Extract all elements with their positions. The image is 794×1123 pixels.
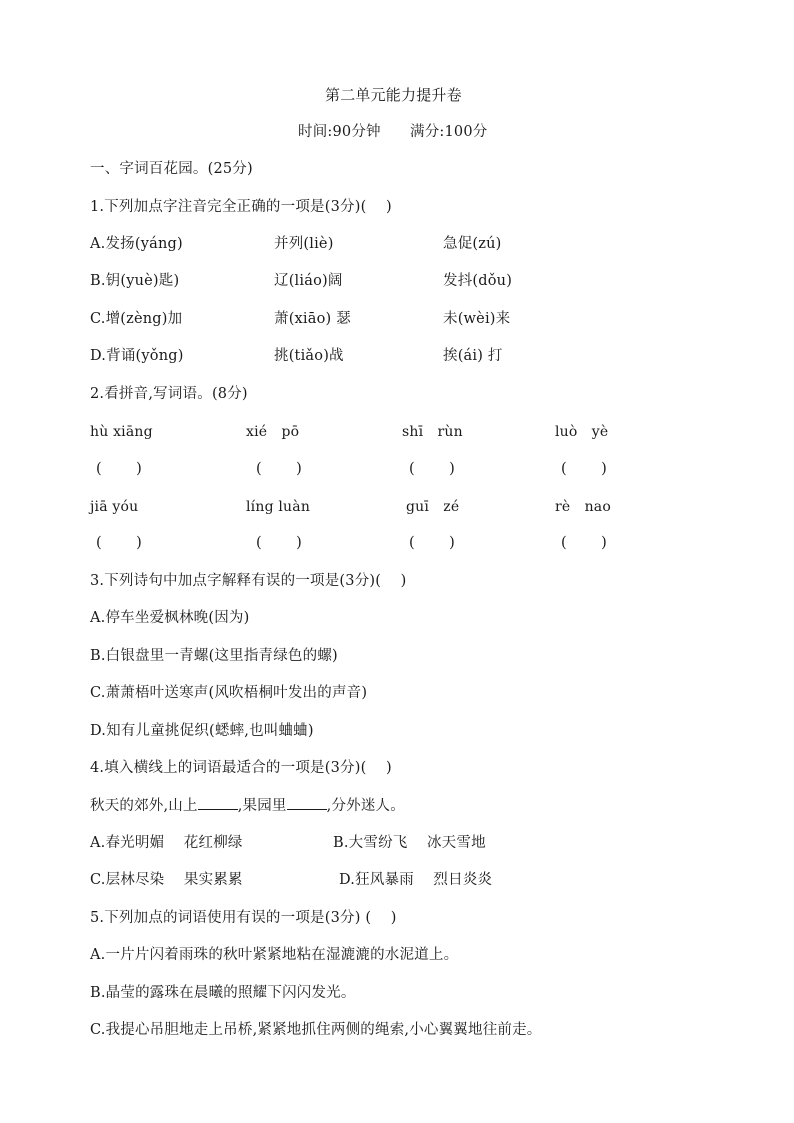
q5-option-b: B.晶莹的露珠在晨曦的照耀下闪闪发光。 (90, 985, 356, 1001)
q1-option-b-1: B.钥(yuè)匙) (90, 273, 180, 289)
question-1-stem: 1.下列加点字注音完全正确的一项是(3分)( ) (90, 199, 392, 215)
q1-option-d-2: 挑(tiǎo)战 (274, 348, 344, 364)
answer-bracket-5[interactable]: ( ) (96, 535, 142, 551)
q3-option-a: A.停车坐爱枫林晚(因为) (90, 610, 250, 626)
q4-sentence-part-1: 秋天的郊外,山上 (90, 798, 198, 814)
section-heading: 一、字词百花园。(25分) (90, 161, 253, 177)
q3-option-d: D.知有儿童挑促织(蟋蟀,也叫蛐蛐) (90, 723, 314, 739)
page-title: 第二单元能力提升卷 (325, 86, 462, 104)
pinyin-shi-run: shī rùn (402, 424, 463, 440)
exam-time: 时间:90分钟 (298, 124, 381, 140)
fill-blank-2[interactable] (287, 797, 327, 810)
q1-option-a-2: 并列(liè) (274, 236, 334, 252)
pinyin-luo-ye: luò yè (555, 424, 609, 440)
q4-sentence (90, 797, 405, 815)
pinyin-ling-luan: líng luàn (246, 499, 311, 515)
answer-bracket-2[interactable]: ( ) (256, 461, 302, 477)
q3-option-b: B.白银盘里一青螺(这里指青绿色的螺) (90, 648, 338, 664)
question-4-stem: 4.填入横线上的词语最适合的一项是(3分)( ) (90, 760, 392, 776)
pinyin-re-nao: rè nao (555, 499, 611, 515)
q1-option-d-1: D.背诵(yǒng) (90, 348, 184, 364)
answer-bracket-3[interactable]: ( ) (409, 461, 455, 477)
answer-bracket-4[interactable]: ( ) (561, 461, 607, 477)
pinyin-hu-xiang: hù xiāng (90, 424, 153, 440)
answer-bracket-6[interactable]: ( ) (256, 535, 302, 551)
answer-bracket-8[interactable]: ( ) (561, 535, 607, 551)
pinyin-jia-you: jiā yóu (90, 499, 139, 515)
q1-option-b-2: 辽(liáo)阔 (274, 273, 343, 289)
q1-option-c-2: 萧(xiāo) 瑟 (274, 311, 351, 327)
answer-bracket-1[interactable]: ( ) (96, 461, 142, 477)
q4-option-d: D.狂风暴雨 烈日炎炎 (339, 872, 493, 888)
q4-option-a: A.春光明媚 花红柳绿 (90, 835, 243, 851)
q1-option-b-3: 发抖(dǒu) (443, 273, 513, 289)
pinyin-xie-po: xié pō (246, 424, 300, 440)
fill-blank-1[interactable] (198, 797, 238, 810)
q3-option-c: C.萧萧梧叶送寒声(风吹梧桐叶发出的声音) (90, 685, 368, 701)
q1-option-a-1: A.发扬(yáng) (90, 236, 183, 252)
q4-option-b: B.大雪纷飞 冰天雪地 (333, 835, 486, 851)
question-5-stem: 5.下列加点的词语使用有误的一项是(3分) ( ) (90, 910, 397, 926)
q4-sentence-part-2: ,果园里 (237, 798, 287, 814)
exam-score: 满分:100分 (410, 124, 488, 140)
pinyin-gui-ze: guī zé (406, 499, 460, 515)
question-3-stem: 3.下列诗句中加点字解释有误的一项是(3分)( ) (90, 573, 407, 589)
question-2-stem: 2.看拼音,写词语。(8分) (90, 386, 248, 402)
q5-option-c: C.我提心吊胆地走上吊桥,紧紧地抓住两侧的绳索,小心翼翼地往前走。 (90, 1022, 542, 1038)
q5-option-a: A.一片片闪着雨珠的秋叶紧紧地粘在湿漉漉的水泥道上。 (90, 947, 459, 963)
q1-option-c-3: 未(wèi)来 (443, 311, 511, 327)
answer-bracket-7[interactable]: ( ) (409, 535, 455, 551)
q4-option-c: C.层林尽染 果实累累 (90, 872, 243, 888)
q1-option-a-3: 急促(zú) (443, 236, 502, 252)
q1-option-d-3: 挨(ái) 打 (443, 348, 503, 364)
q1-option-c-1: C.增(zèng)加 (90, 311, 183, 327)
q4-sentence-part-3: ,分外迷人。 (326, 798, 405, 814)
